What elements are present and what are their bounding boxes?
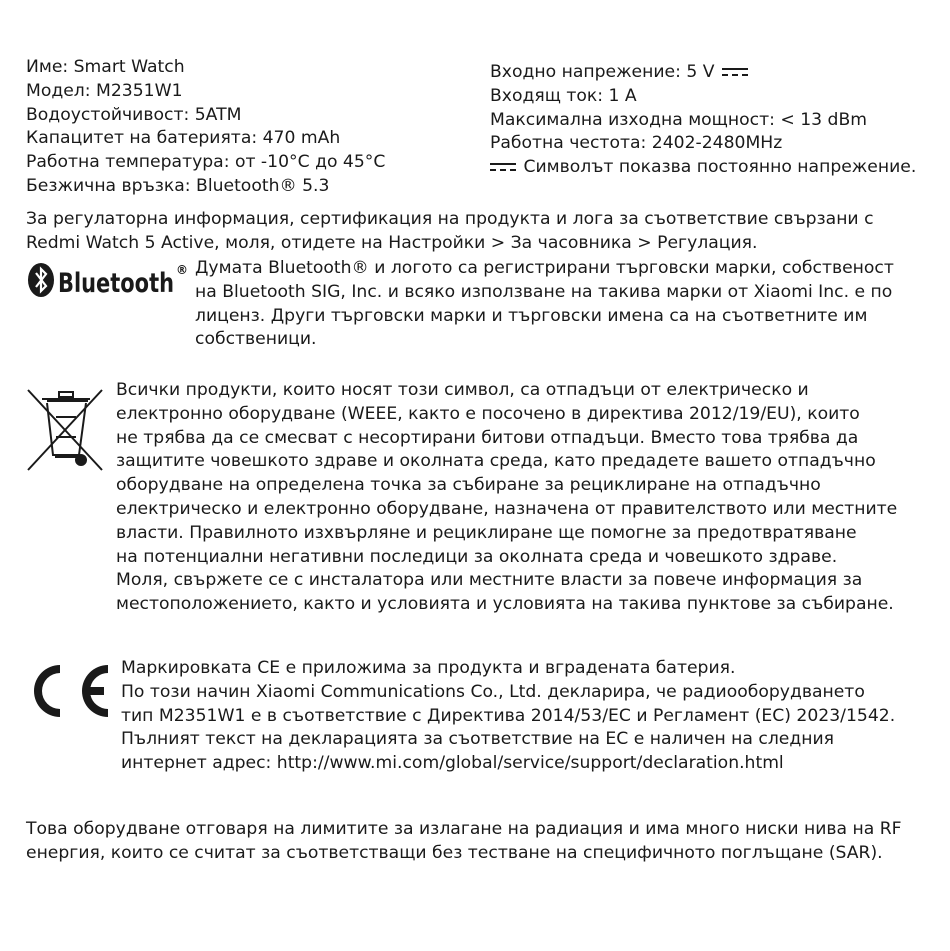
weee-line: не трябва да се смесват с несортирани битови отпадъци. Вместо това трябва да (116, 427, 859, 448)
svg-text:®: ® (176, 263, 188, 277)
weee-line: защитите човешкото здраве и околната среда, като предадете вашето отпадъчно (116, 451, 876, 472)
dc-note-row (490, 156, 940, 180)
ce-line: Маркировката CE е приложима за продукта и вградената батерия. (121, 658, 736, 678)
spec-operating-frequency: Работна честота: 2402-2480MHz (490, 133, 783, 154)
regulatory-info (26, 208, 926, 256)
weee-line: Моля, свържете се с инсталатора или местните власти за повече информация за (116, 570, 863, 591)
spec-battery-capacity: Капацитет на батерията: 470 mAh (26, 128, 341, 149)
weee-line: електрическо и електронно оборудване, назначена от правителството или местните (116, 498, 898, 519)
spec-input-voltage-row (490, 61, 940, 85)
ce-mark-icon (26, 661, 112, 721)
specs-right-column (490, 61, 940, 180)
weee-line: оборудване на определена точка за събиране за рециклиране на отпадъчно (116, 475, 821, 496)
weee-line: електронно оборудване (WEEE, както е посочено в директива 2012/19/EU), които (116, 403, 860, 424)
spec-wireless-connection: Безжична връзка: Bluetooth® 5.3 (26, 175, 330, 196)
spec-input-voltage: Входно напрежение: 5 V (490, 62, 715, 82)
weee-line: власти. Правилното изхвърляне и рециклиране ще помогне за предотвратяване (116, 522, 857, 543)
ce-line: тип M2351W1 е в съответствие с Директива 2014/53/ЕС и Регламент (ЕС) 2023/1542. (121, 705, 896, 726)
spec-operating-temperature: Работна температура: от -10°C до 45°C (26, 152, 386, 173)
weee-line: Всички продукти, които носят този символ, са отпадъци от електрическо и (116, 380, 809, 400)
bluetooth-line: собственици. (195, 329, 317, 350)
spec-input-current: Входящ ток: 1 A (490, 85, 637, 106)
bluetooth-trademark-text (195, 257, 915, 352)
bluetooth-logo-icon (26, 260, 188, 300)
weee-line: на потенциални негативни последици за околната среда и човешкото здраве. (116, 546, 838, 567)
rf-line: енергия, които се считат за съответстващи без тестване на специфичното поглъщане (SAR). (26, 842, 883, 863)
spec-name: Име: Smart Watch (26, 57, 185, 77)
regulatory-line: За регулаторна информация, сертификация на продукта и лога за съответствие свързани с (26, 209, 874, 229)
weee-text (116, 379, 916, 617)
dc-symbol-icon (490, 161, 516, 173)
ce-declaration-url-line[interactable]: интернет адрес: http://www.mi.com/global/service/support/declaration.html (121, 753, 784, 774)
specs-left-column (26, 56, 466, 199)
regulatory-line: Redmi Watch 5 Active, моля, отидете на Настройки > За часовника > Регулация. (26, 232, 758, 253)
ce-line: По този начин Xiaomi Communications Co., Ltd. декларира, че радиооборудването (121, 681, 865, 702)
spec-model: Модел: M2351W1 (26, 80, 183, 101)
svg-text:Bluetooth: Bluetooth (58, 268, 174, 299)
weee-line: местоположението, както и условията и условията на такива пунктове за събиране. (116, 594, 894, 615)
spec-max-output-power: Максимална изходна мощност: < 13 dBm (490, 109, 867, 130)
rf-exposure-statement (26, 818, 926, 866)
bluetooth-line: Думата Bluetooth® и логото са регистрирани търговски марки, собственост (195, 258, 894, 278)
weee-crossed-bin-icon (26, 387, 106, 473)
ce-text (121, 657, 921, 776)
dc-note: Символът показва постоянно напрежение. (523, 157, 917, 178)
ce-line: Пълният текст на декларацията за съответствие на ЕС е наличен на следния (121, 729, 835, 750)
bluetooth-line: лиценз. Други търговски марки и търговски имена са на съответните им (195, 305, 868, 326)
bluetooth-line: на Bluetooth SIG, Inc. и всяко използване на такива марки от Xiaomi Inc. е по (195, 281, 893, 302)
spec-water-resistance: Водоустойчивост: 5ATM (26, 104, 242, 125)
rf-line: Това оборудване отговаря на лимитите за излагане на радиация и има много ниски нива на RF (26, 819, 902, 839)
dc-symbol-icon (722, 66, 748, 78)
